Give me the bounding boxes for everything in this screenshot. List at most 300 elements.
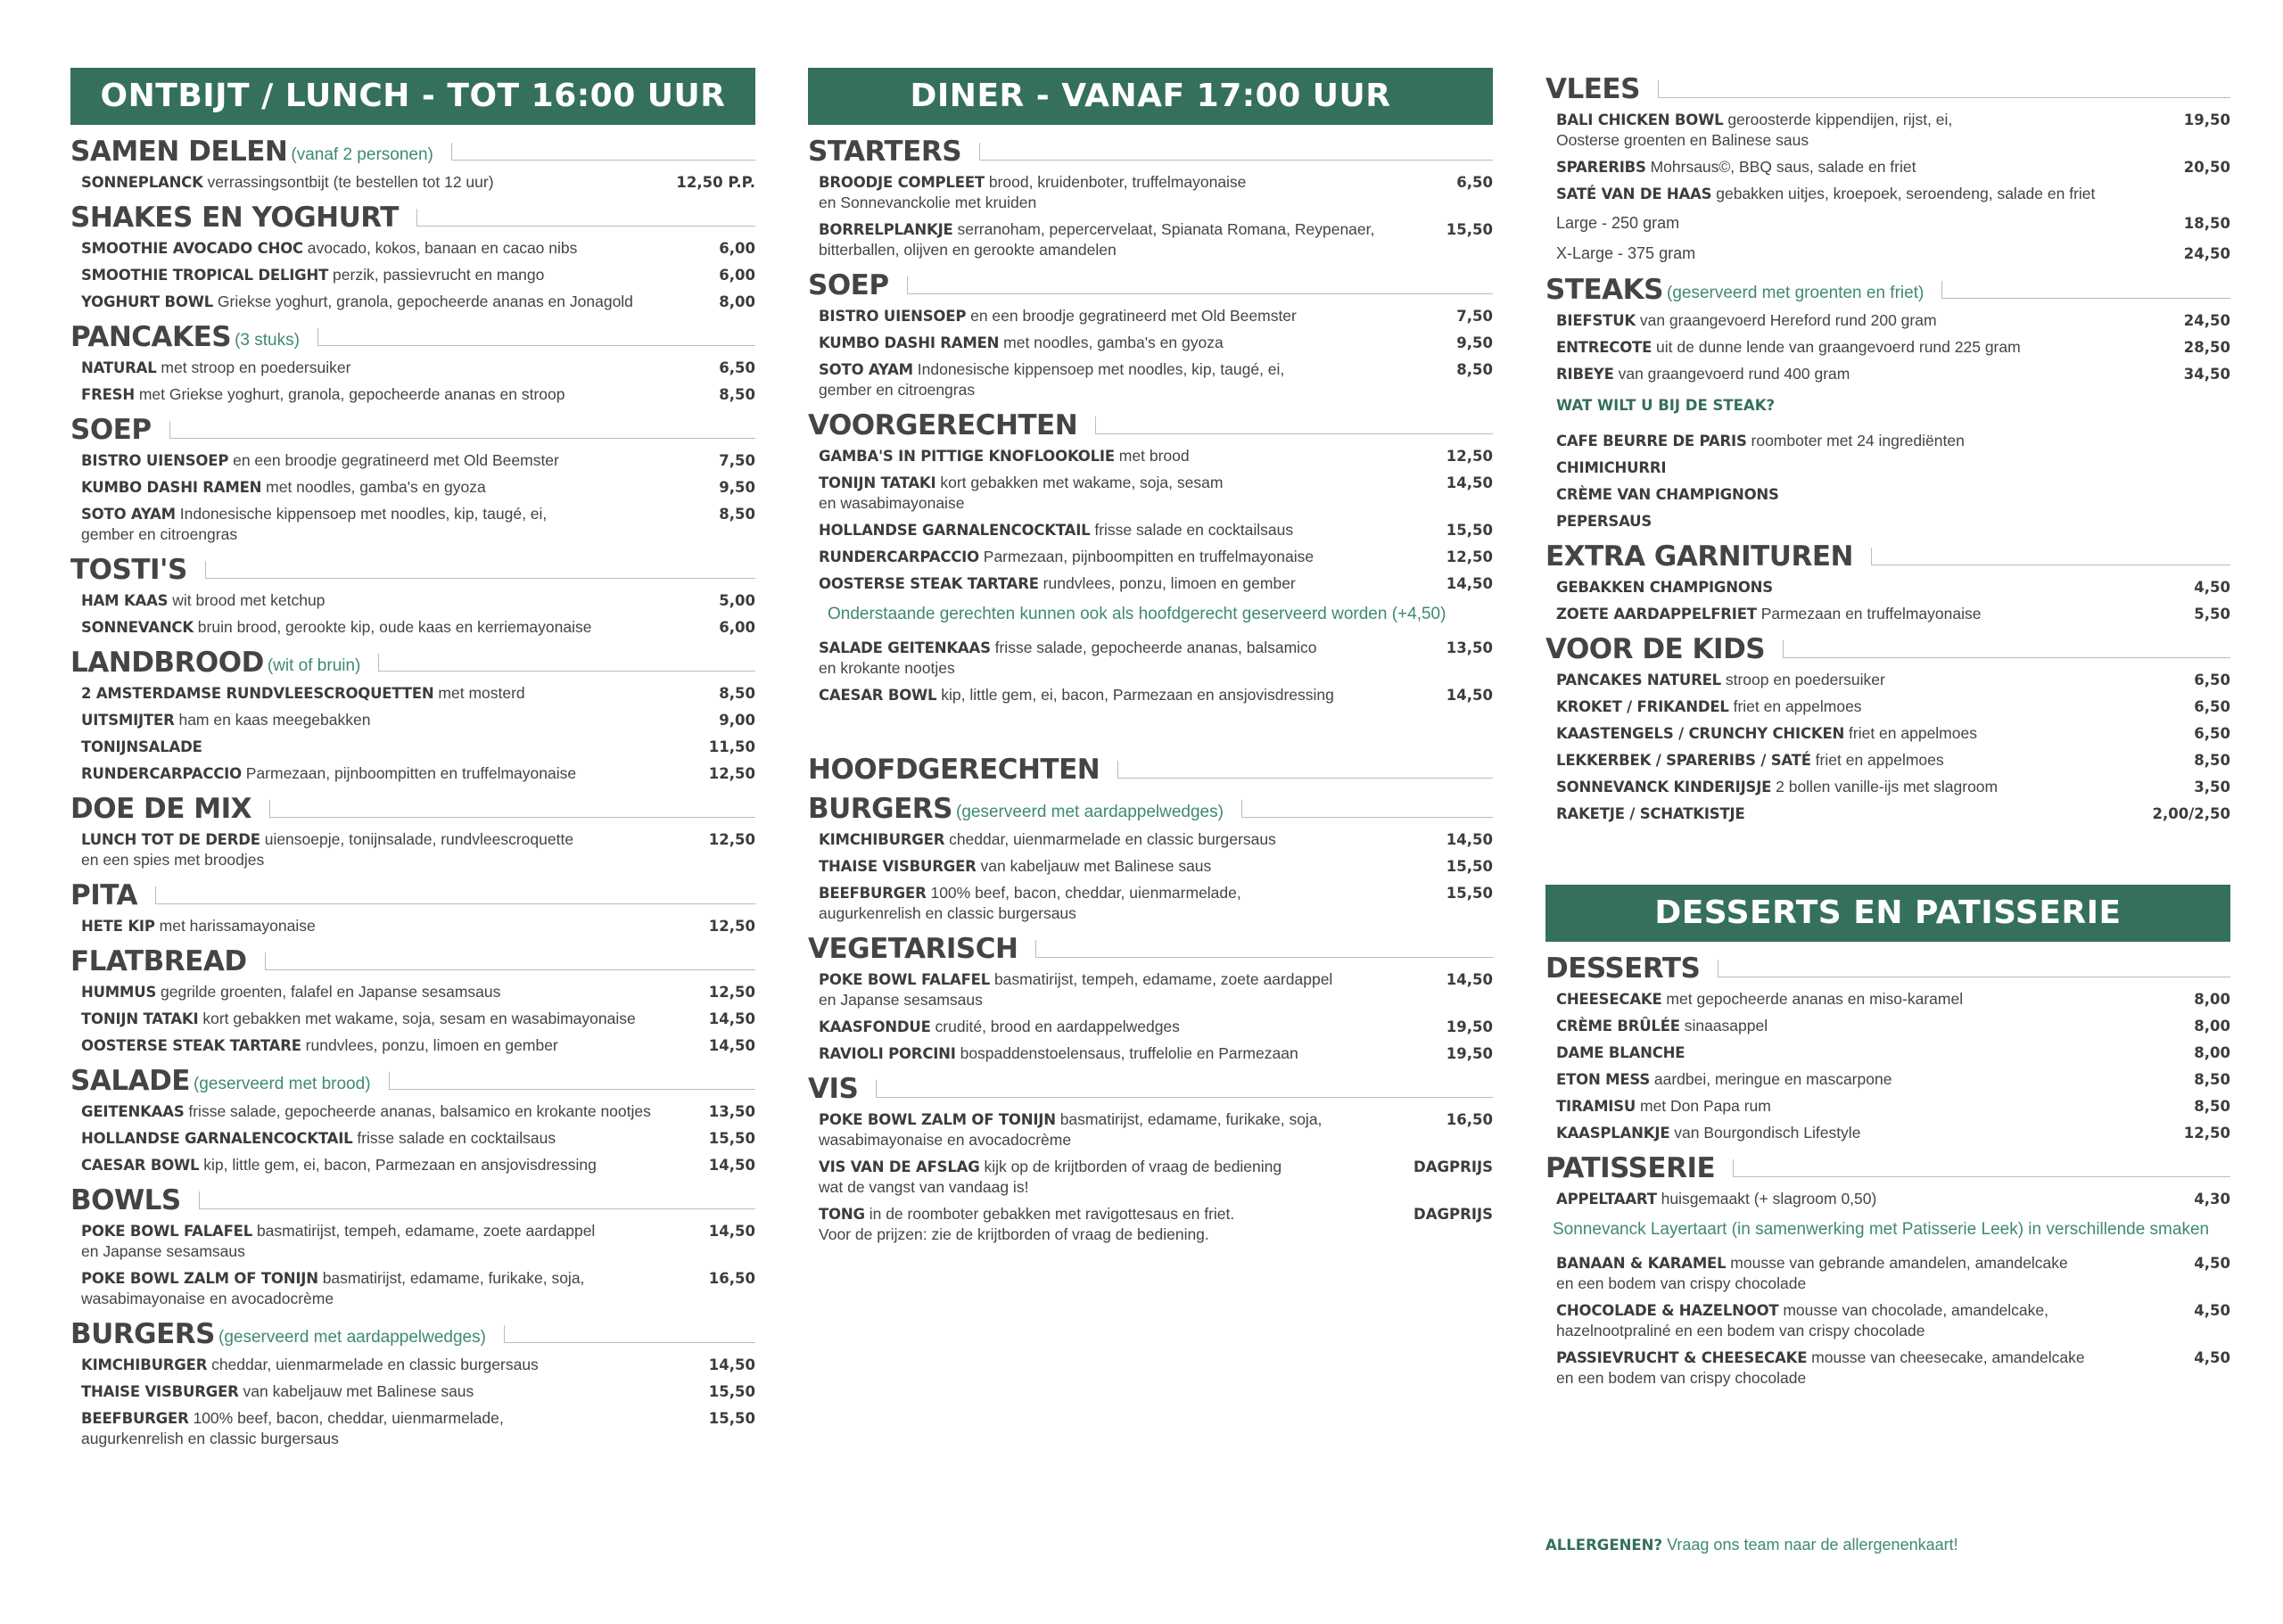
item-description: Griekse yoghurt, granola, gepocheerde ananas en Jonagold bbox=[213, 293, 633, 310]
item-description: basmatirijst, edamame, furikake, soja, bbox=[317, 1269, 585, 1287]
sate-sizes bbox=[1545, 208, 2230, 268]
item-name: CRÈME VAN CHAMPIGNONS bbox=[1556, 486, 1779, 503]
size-option-x-large-375-gram bbox=[1556, 238, 2230, 268]
section-title: DESSERTS bbox=[1545, 952, 1701, 985]
item-price: 2,00/2,50 bbox=[2152, 805, 2230, 822]
item-text bbox=[1556, 431, 1965, 451]
item-text bbox=[81, 1268, 584, 1309]
section-title: SHAKES EN YOGHURT bbox=[70, 202, 399, 234]
item-text bbox=[81, 1009, 636, 1029]
item-description: friet en appelmoes bbox=[1844, 724, 1977, 742]
item-text bbox=[819, 685, 1334, 705]
menu-item-appeltaart bbox=[1556, 1186, 2230, 1213]
lunch-column bbox=[70, 68, 755, 1453]
section-header bbox=[808, 268, 1493, 303]
section-items bbox=[1545, 986, 2230, 1147]
item-text bbox=[819, 172, 1246, 213]
section-subtitle: (vanaf 2 personen) bbox=[291, 145, 433, 164]
item-price: 4,50 bbox=[2194, 1349, 2230, 1366]
item-text bbox=[1556, 1348, 2085, 1389]
item-price: 28,50 bbox=[2183, 339, 2230, 356]
section-header bbox=[808, 931, 1493, 967]
section-header bbox=[1545, 272, 2230, 308]
item-price: 12,50 bbox=[1446, 448, 1493, 465]
item-name: BALI CHICKEN BOWL bbox=[1556, 111, 1724, 128]
item-price: 6,50 bbox=[2194, 698, 2230, 715]
item-description: basmatirijst, tempeh, edamame, zoete aardappel bbox=[252, 1222, 596, 1240]
section-items bbox=[1545, 107, 2230, 208]
item-name: KAASFONDUE bbox=[819, 1018, 931, 1035]
lunch-sections bbox=[70, 134, 755, 1453]
item-text bbox=[1556, 989, 1963, 1010]
section-items bbox=[1545, 574, 2230, 628]
item-price: 12,50 bbox=[708, 831, 755, 848]
item-name: RUNDERCARPACCIO bbox=[81, 765, 242, 782]
section-bowls bbox=[70, 1183, 755, 1313]
menu-item-chocolade-hazelnoot bbox=[1556, 1298, 2230, 1345]
item-price: 14,50 bbox=[1446, 687, 1493, 704]
item-text bbox=[1556, 1069, 1892, 1090]
section-soep bbox=[70, 412, 755, 548]
menu-item-natural bbox=[81, 355, 755, 382]
menu-item-hummus bbox=[81, 979, 755, 1006]
size-label: Large - 250 gram bbox=[1556, 214, 1680, 232]
item-name: APPELTAART bbox=[1556, 1191, 1657, 1208]
menu-item-gamba-s-in-pittige-knoflookolie bbox=[819, 443, 1493, 470]
item-name: VIS VAN DE AFSLAG bbox=[819, 1158, 980, 1175]
item-text bbox=[819, 547, 1314, 567]
item-description-cont: en Sonnevanckolie met kruiden bbox=[819, 194, 1037, 211]
menu-item-bistro-uiensoep bbox=[81, 448, 755, 474]
item-text bbox=[1556, 1016, 1768, 1036]
item-description-cont: Oosterse groenten en Balinese saus bbox=[1556, 131, 1809, 149]
item-description: met mosterd bbox=[433, 684, 525, 702]
item-text bbox=[81, 1128, 556, 1149]
item-description: kijk op de krijtborden of vraag de bediening bbox=[979, 1158, 1282, 1175]
section-divider bbox=[451, 143, 755, 161]
menu-item-tong bbox=[819, 1201, 1493, 1249]
menu-item-beefburger bbox=[819, 880, 1493, 927]
menu-item-tonijn-tataki bbox=[819, 470, 1493, 517]
item-name: RIBEYE bbox=[1556, 366, 1614, 383]
item-description: stroop en poedersuiker bbox=[1720, 671, 1885, 688]
item-name: BEEFBURGER bbox=[81, 1410, 189, 1427]
section-divider bbox=[1783, 640, 2230, 658]
item-description: met Griekse yoghurt, granola, gepocheerde ananas en stroop bbox=[134, 385, 565, 403]
section-items bbox=[70, 355, 755, 408]
section-items bbox=[70, 169, 755, 196]
item-name: FRESH bbox=[81, 386, 135, 403]
item-description: met noodles, gamba's en gyoza bbox=[999, 334, 1224, 351]
section-title: VOOR DE KIDS bbox=[1545, 633, 1766, 665]
item-name: BISTRO UIENSOEP bbox=[81, 452, 229, 469]
section-divider bbox=[907, 276, 1493, 294]
steak-question: WAT WILT U BIJ DE STEAK? bbox=[1556, 397, 1776, 414]
item-name: YOGHURT BOWL bbox=[81, 293, 214, 310]
section-title: VEGETARISCH bbox=[808, 933, 1018, 965]
menu-item-bistro-uiensoep bbox=[819, 303, 1493, 330]
menu-item-hollandse-garnalencocktail bbox=[81, 1125, 755, 1152]
menu-item-kimchiburger bbox=[819, 827, 1493, 853]
menu-item-ham-kaas bbox=[81, 588, 755, 614]
item-text bbox=[81, 504, 547, 545]
section-divider bbox=[155, 886, 755, 904]
item-text bbox=[1556, 184, 2095, 204]
spacer bbox=[808, 709, 1493, 748]
allergy-label: ALLERGENEN? bbox=[1545, 1537, 1663, 1554]
item-name: TONIJN TATAKI bbox=[81, 1010, 199, 1027]
item-name: CHEESECAKE bbox=[1556, 991, 1662, 1008]
item-price: 8,50 bbox=[719, 386, 755, 403]
section-title: SALADE bbox=[70, 1065, 190, 1097]
item-description: uiensoepje, tonijnsalade, rundvleescroquette bbox=[260, 830, 574, 848]
item-text bbox=[81, 358, 350, 378]
menu-item-banaan-karamel bbox=[1556, 1250, 2230, 1298]
item-price: 8,50 bbox=[1456, 361, 1493, 378]
item-name: BANAAN & KARAMEL bbox=[1556, 1255, 1727, 1272]
section-title: STARTERS bbox=[808, 136, 962, 168]
item-name: KAASTENGELS / CRUNCHY CHICKEN bbox=[1556, 725, 1845, 742]
section-items bbox=[70, 680, 755, 787]
item-description: van graangevoerd rund 400 gram bbox=[1613, 365, 1850, 383]
section-subtitle: (3 stuks) bbox=[235, 331, 300, 350]
section-divider bbox=[1658, 80, 2230, 98]
item-description-cont: en een bodem van crispy chocolade bbox=[1556, 1369, 1807, 1387]
item-description: met harissamayonaise bbox=[154, 917, 316, 935]
item-name: HAM KAAS bbox=[81, 592, 169, 609]
section-title: PATISSERIE bbox=[1545, 1152, 1716, 1184]
item-name: OOSTERSE STEAK TARTARE bbox=[819, 575, 1039, 592]
section-divider bbox=[1871, 548, 2230, 565]
menu-item-bali-chicken-bowl bbox=[1556, 107, 2230, 154]
item-price: 14,50 bbox=[1446, 575, 1493, 592]
item-text bbox=[1556, 511, 1652, 532]
item-name: UITSMIJTER bbox=[81, 712, 175, 729]
item-price: 9,50 bbox=[1456, 334, 1493, 351]
item-name: CAFE BEURRE DE PARIS bbox=[1556, 433, 1747, 449]
section-hoofdgerechten bbox=[808, 752, 1493, 787]
item-name: GEITENKAAS bbox=[81, 1103, 185, 1120]
section-header bbox=[1545, 951, 2230, 986]
item-text bbox=[1556, 1300, 2048, 1341]
item-description: aardbei, meringue en mascarpone bbox=[1650, 1070, 1892, 1088]
section-title: VIS bbox=[808, 1073, 859, 1105]
item-price: 15,50 bbox=[1446, 885, 1493, 902]
menu-item-salade-geitenkaas bbox=[819, 635, 1493, 682]
item-text bbox=[819, 638, 1317, 679]
item-price: 8,50 bbox=[2194, 752, 2230, 769]
item-price: 4,30 bbox=[2194, 1191, 2230, 1208]
section-header bbox=[70, 645, 755, 680]
item-name: RAVIOLI PORCINI bbox=[819, 1045, 956, 1062]
section-header bbox=[70, 1063, 755, 1099]
section-items bbox=[1545, 308, 2230, 388]
item-price: 4,50 bbox=[2194, 1255, 2230, 1272]
item-price: 12,50 P.P. bbox=[676, 174, 755, 191]
section-starters bbox=[808, 134, 1493, 264]
item-text bbox=[1556, 804, 1745, 824]
item-price: 11,50 bbox=[708, 738, 755, 755]
item-description: kort gebakken met wakame, soja, sesam en wasabimayonaise bbox=[198, 1010, 636, 1027]
item-name: ENTRECOTE bbox=[1556, 339, 1652, 356]
item-description: Indonesische kippensoep met noodles, kip, taugé, ei, bbox=[912, 360, 1285, 378]
item-description-cont: en krokante nootjes bbox=[819, 659, 955, 677]
item-text bbox=[1556, 458, 1666, 478]
item-description: 2 bollen vanille-ijs met slagroom bbox=[1771, 778, 1999, 796]
item-description: roomboter met 24 ingrediënten bbox=[1746, 432, 1965, 449]
item-price: 9,50 bbox=[719, 479, 755, 496]
section-divider bbox=[876, 1080, 1493, 1098]
item-name: LEKKERBEK / SPARERIBS / SATÉ bbox=[1556, 752, 1811, 769]
item-description: van kabeljauw met Balinese saus bbox=[238, 1382, 474, 1400]
item-description: frisse salade, gepocheerde ananas, balsamico en krokante nootjes bbox=[184, 1102, 651, 1120]
section-tosti-s bbox=[70, 552, 755, 641]
section-title: HOOFDGERECHTEN bbox=[808, 754, 1100, 786]
section-header bbox=[1545, 539, 2230, 574]
item-description: van Bourgondisch Lifestyle bbox=[1669, 1124, 1861, 1142]
item-name: POKE BOWL ZALM OF TONIJN bbox=[819, 1111, 1056, 1128]
menu-item-borrelplankje bbox=[819, 217, 1493, 264]
menu-item-poke-bowl-zalm-of-tonijn bbox=[819, 1107, 1493, 1154]
section-items bbox=[1545, 1186, 2230, 1213]
item-text bbox=[1556, 670, 1885, 690]
section-divider bbox=[378, 654, 755, 672]
item-name: LUNCH TOT DE DERDE bbox=[81, 831, 260, 848]
item-description: Parmezaan, pijnboompitten en truffelmayonaise bbox=[241, 764, 577, 782]
item-description: basmatirijst, edamame, furikake, soja, bbox=[1055, 1110, 1323, 1128]
item-text bbox=[81, 1408, 504, 1449]
menu-item-chimichurri bbox=[1556, 455, 2230, 482]
section-items bbox=[70, 588, 755, 641]
item-name: SALADE GEITENKAAS bbox=[819, 639, 991, 656]
section-subtitle: (wit of bruin) bbox=[267, 656, 361, 675]
item-description-cont: en een bodem van crispy chocolade bbox=[1556, 1274, 1807, 1292]
section-title: EXTRA GARNITUREN bbox=[1545, 540, 1853, 573]
allergy-note bbox=[1545, 1536, 1958, 1554]
item-price: 19,50 bbox=[2183, 111, 2230, 128]
item-price: 14,50 bbox=[1446, 971, 1493, 988]
item-name: HETE KIP bbox=[81, 918, 155, 935]
item-name: SMOOTHIE AVOCADO CHOC bbox=[81, 240, 303, 257]
section-divider bbox=[979, 143, 1493, 161]
item-name: NATURAL bbox=[81, 359, 157, 376]
item-description-cont: bitterballen, olijven en gerookte amandelen bbox=[819, 241, 1117, 259]
section-divider bbox=[199, 1191, 755, 1209]
section-items bbox=[808, 967, 1493, 1068]
menu-item-rundercarpaccio bbox=[819, 544, 1493, 571]
item-name: KUMBO DASHI RAMEN bbox=[81, 479, 262, 496]
size-price: 18,50 bbox=[2183, 215, 2230, 232]
menu-item-kumbo-dashi-ramen bbox=[81, 474, 755, 501]
item-text bbox=[1556, 1189, 1876, 1209]
section-header bbox=[70, 412, 755, 448]
section-header bbox=[70, 319, 755, 355]
section-title: BOWLS bbox=[70, 1184, 181, 1216]
item-description: mousse van gebrande amandelen, amandelcake bbox=[1726, 1254, 2068, 1272]
item-text bbox=[819, 473, 1223, 514]
item-description: Parmezaan, pijnboompitten en truffelmayonaise bbox=[978, 548, 1315, 565]
item-price: 12,50 bbox=[708, 765, 755, 782]
item-price: 14,50 bbox=[708, 1037, 755, 1054]
item-name: CAESAR BOWL bbox=[81, 1157, 200, 1174]
item-description: verrassingsontbijt (te bestellen tot 12 uur) bbox=[202, 173, 494, 191]
item-price: 19,50 bbox=[1446, 1045, 1493, 1062]
item-text bbox=[1556, 484, 1779, 505]
menu-item-lekkerbek-spareribs-sate bbox=[1556, 747, 2230, 774]
item-price: DAGPRIJS bbox=[1413, 1158, 1493, 1175]
section-vis bbox=[808, 1071, 1493, 1249]
item-text bbox=[819, 333, 1224, 353]
menu-item-thaise-visburger bbox=[819, 853, 1493, 880]
item-text bbox=[819, 883, 1241, 924]
item-text bbox=[819, 856, 1211, 877]
item-name: OOSTERSE STEAK TARTARE bbox=[81, 1037, 301, 1054]
item-description: frisse salade en cocktailsaus bbox=[1090, 521, 1294, 539]
item-text bbox=[819, 1017, 1180, 1037]
menu-item-lunch-tot-de-derde bbox=[81, 827, 755, 874]
item-description: kip, little gem, ei, bacon, Parmezaan en ansjovisdressing bbox=[936, 686, 1334, 704]
item-text bbox=[819, 573, 1296, 594]
item-name: TONG bbox=[819, 1206, 865, 1223]
item-text bbox=[81, 265, 544, 285]
item-price: 8,00 bbox=[2194, 1018, 2230, 1035]
menu-item-beefburger bbox=[81, 1406, 755, 1453]
item-name: POKE BOWL FALAFEL bbox=[81, 1223, 253, 1240]
item-price: 12,50 bbox=[708, 984, 755, 1001]
item-description: Mohrsaus©, BBQ saus, salade en friet bbox=[1645, 158, 1916, 176]
item-description: frisse salade, gepocheerde ananas, balsamico bbox=[990, 639, 1317, 656]
item-price: 7,50 bbox=[1456, 308, 1493, 325]
menu-item-smoothie-tropical-delight bbox=[81, 262, 755, 289]
menu-item-smoothie-avocado-choc bbox=[81, 235, 755, 262]
size-label: X-Large - 375 gram bbox=[1556, 244, 1696, 262]
item-description: rundvlees, ponzu, limoen en gember bbox=[1038, 574, 1296, 592]
item-description-cont: augurkenrelish en classic burgersaus bbox=[81, 1430, 339, 1447]
item-price: 14,50 bbox=[708, 1223, 755, 1240]
section-items bbox=[1545, 667, 2230, 828]
size-option-large-250-gram bbox=[1556, 208, 2230, 238]
menu-item-rundercarpaccio bbox=[81, 761, 755, 787]
item-price: 4,50 bbox=[2194, 579, 2230, 596]
item-text bbox=[81, 238, 577, 259]
item-text bbox=[81, 1221, 595, 1262]
section-doe-de-mix bbox=[70, 791, 755, 874]
item-description: van graangevoerd Hereford rund 200 gram bbox=[1635, 311, 1937, 329]
section-landbrood bbox=[70, 645, 755, 787]
section-title: SAMEN DELEN bbox=[70, 136, 288, 168]
item-description: crudité, brood en aardappelwedges bbox=[930, 1018, 1180, 1035]
item-price: 8,50 bbox=[2194, 1098, 2230, 1115]
section-divider bbox=[504, 1325, 755, 1343]
item-name: THAISE VISBURGER bbox=[81, 1383, 239, 1400]
menu-item-pancakes-naturel bbox=[1556, 667, 2230, 694]
item-text bbox=[1556, 750, 1944, 771]
menu-item-raketje-schatkistje bbox=[1556, 801, 2230, 828]
item-price: 15,50 bbox=[1446, 221, 1493, 238]
item-price: 15,50 bbox=[708, 1130, 755, 1147]
item-name: TIRAMISU bbox=[1556, 1098, 1636, 1115]
item-price: DAGPRIJS bbox=[1413, 1206, 1493, 1223]
menu-item-passievrucht-cheesecake bbox=[1556, 1345, 2230, 1392]
item-price: 6,50 bbox=[2194, 725, 2230, 742]
item-name: BIEFSTUK bbox=[1556, 312, 1636, 329]
item-price: 6,00 bbox=[719, 619, 755, 636]
menu-item-caesar-bowl bbox=[819, 682, 1493, 709]
section-steaks bbox=[1545, 272, 2230, 388]
item-text bbox=[1556, 310, 1937, 331]
menu-item-tonijnsalade bbox=[81, 734, 755, 761]
section-header bbox=[1545, 631, 2230, 667]
item-description: kort gebakken met wakame, soja, sesam bbox=[935, 474, 1224, 491]
item-text bbox=[81, 829, 573, 870]
menu-item-entrecote bbox=[1556, 334, 2230, 361]
item-text bbox=[81, 710, 370, 730]
section-items bbox=[808, 443, 1493, 598]
menu-item-kumbo-dashi-ramen bbox=[819, 330, 1493, 357]
menu-item-dame-blanche bbox=[1556, 1040, 2230, 1067]
menu-item-uitsmijter bbox=[81, 707, 755, 734]
menu-item-kaasplankje bbox=[1556, 1120, 2230, 1147]
item-description: serranoham, pepercervelaat, Spianata Romana, Reypenaer, bbox=[952, 220, 1375, 238]
section-title: VOORGERECHTEN bbox=[808, 409, 1078, 441]
section-subtitle: (geserveerd met aardappelwedges) bbox=[956, 803, 1224, 821]
item-description-cont: en wasabimayonaise bbox=[819, 494, 965, 512]
section-header bbox=[808, 1071, 1493, 1107]
item-description: sinaasappel bbox=[1679, 1017, 1768, 1035]
item-price: 8,00 bbox=[719, 293, 755, 310]
item-price: 6,50 bbox=[1456, 174, 1493, 191]
section-items bbox=[70, 1352, 755, 1453]
item-text bbox=[819, 219, 1374, 260]
section-divider bbox=[1117, 761, 1493, 779]
section-items bbox=[808, 827, 1493, 927]
item-text bbox=[81, 617, 591, 638]
item-description: met brood bbox=[1114, 447, 1190, 465]
item-text bbox=[1556, 1096, 1771, 1117]
menu-item-creme-brulee bbox=[1556, 1013, 2230, 1040]
section-header bbox=[1545, 1150, 2230, 1186]
item-text bbox=[81, 477, 486, 498]
item-name: 2 AMSTERDAMSE RUNDVLEESCROQUETTEN bbox=[81, 685, 434, 702]
item-price: 12,50 bbox=[708, 918, 755, 935]
item-text bbox=[1556, 1043, 1685, 1063]
item-text bbox=[81, 763, 576, 784]
item-price: 8,00 bbox=[2194, 991, 2230, 1008]
menu-item-oosterse-steak-tartare bbox=[81, 1033, 755, 1059]
menu-item-soto-ayam bbox=[81, 501, 755, 548]
item-price: 8,00 bbox=[2194, 1044, 2230, 1061]
item-text bbox=[1556, 1123, 1860, 1143]
item-description-cont: wasabimayonaise en avocadocrème bbox=[81, 1290, 334, 1307]
item-price: 14,50 bbox=[708, 1010, 755, 1027]
item-description: van kabeljauw met Balinese saus bbox=[976, 857, 1212, 875]
menu-item-zoete-aardappelfriet bbox=[1556, 601, 2230, 628]
section-divider bbox=[1035, 940, 1493, 958]
menu-item-eton-mess bbox=[1556, 1067, 2230, 1093]
menu-item-2-amsterdamse-rundvleescroquetten bbox=[81, 680, 755, 707]
item-price: 15,50 bbox=[1446, 522, 1493, 539]
item-description: perzik, passievrucht en mango bbox=[328, 266, 545, 284]
item-description: mousse van cheesecake, amandelcake bbox=[1807, 1348, 2085, 1366]
item-name: SOTO AYAM bbox=[819, 361, 913, 378]
section-items bbox=[808, 169, 1493, 264]
section-divider bbox=[389, 1072, 755, 1090]
item-text bbox=[1556, 1253, 2068, 1294]
item-text bbox=[81, 1155, 597, 1175]
item-name: GAMBA'S IN PITTIGE KNOFLOOKOLIE bbox=[819, 448, 1115, 465]
diner-banner: DINER - VANAF 17:00 UUR bbox=[808, 68, 1493, 125]
item-text bbox=[81, 1035, 558, 1056]
